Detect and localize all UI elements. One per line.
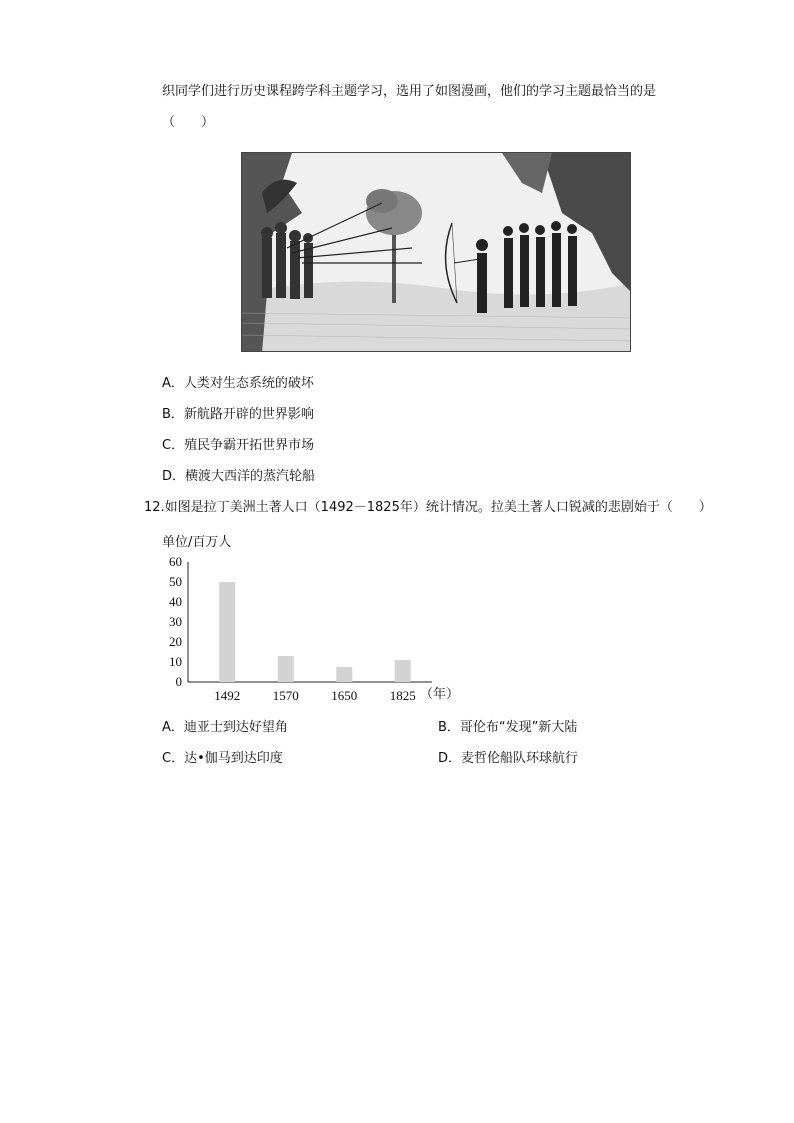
population-bar-chart <box>160 528 460 708</box>
y-tick-label: 60 <box>169 554 182 569</box>
q12-option-b[interactable] <box>438 719 577 737</box>
bar-1570 <box>278 656 294 682</box>
x-tick-label: 1650 <box>331 688 358 703</box>
y-tick-label: 50 <box>169 574 182 589</box>
option-d-letter: D． <box>162 469 186 484</box>
q12-option-c-letter: C． <box>162 751 185 766</box>
option-c-text: 殖民争霸开拓世界市场 <box>184 438 315 453</box>
chart-svg <box>160 528 460 708</box>
bar-1492 <box>219 582 235 682</box>
y-tick-label: 40 <box>169 594 182 609</box>
question-stem-line1: 织同学们进行历史课程跨学科主题学习，选用了如图漫画，他们的学习主题最恰当的是 <box>162 84 657 99</box>
q12-option-a[interactable] <box>162 719 288 737</box>
y-tick-label: 0 <box>175 674 182 689</box>
question-12-stem: 12.如图是拉丁美洲土著人口（1492－1825年）统计情况。拉美土著人口锐减的悲剧始于（ ） <box>144 500 712 515</box>
chart-xlabel: （年） <box>420 687 460 702</box>
q12-option-c[interactable] <box>162 750 283 768</box>
option-a-text: 人类对生态系统的破坏 <box>183 376 314 391</box>
q12-option-a-letter: A． <box>162 720 184 735</box>
q12-option-d-letter: D． <box>438 751 462 766</box>
q12-option-b-letter: B． <box>438 720 460 735</box>
q12-option-b-text: 哥伦布“发现”新大陆 <box>459 720 578 735</box>
x-tick-label: 1492 <box>214 688 241 703</box>
question-stem-answer-blank: （ ） <box>162 115 215 130</box>
chart-ylabel: 单位/百万人 <box>162 535 232 550</box>
bar-1650 <box>336 667 352 682</box>
option-b[interactable] <box>162 406 314 424</box>
x-tick-label: 1825 <box>389 688 416 703</box>
q12-option-d[interactable] <box>438 750 578 768</box>
option-c[interactable] <box>162 437 314 455</box>
option-b-text: 新航路开辟的世界影响 <box>183 407 314 422</box>
q12-option-d-text: 麦哲伦船队环球航行 <box>461 751 579 766</box>
option-b-letter: B． <box>162 407 184 422</box>
y-tick-label: 10 <box>169 654 182 669</box>
x-tick-label: 1570 <box>272 688 299 703</box>
bar-1825 <box>395 660 411 682</box>
option-a-letter: A． <box>162 376 184 391</box>
colonial-conflict-engraving <box>241 152 631 352</box>
q12-option-c-text: 达•伽马到达印度 <box>184 751 283 766</box>
option-a[interactable] <box>162 375 314 393</box>
option-d[interactable] <box>162 468 315 486</box>
q12-option-a-text: 迪亚士到达好望角 <box>183 720 288 735</box>
engraving-drawing <box>242 153 631 352</box>
option-c-letter: C． <box>162 438 185 453</box>
y-tick-label: 30 <box>169 614 182 629</box>
y-tick-label: 20 <box>169 634 182 649</box>
option-d-text: 横渡大西洋的蒸汽轮船 <box>185 469 316 484</box>
